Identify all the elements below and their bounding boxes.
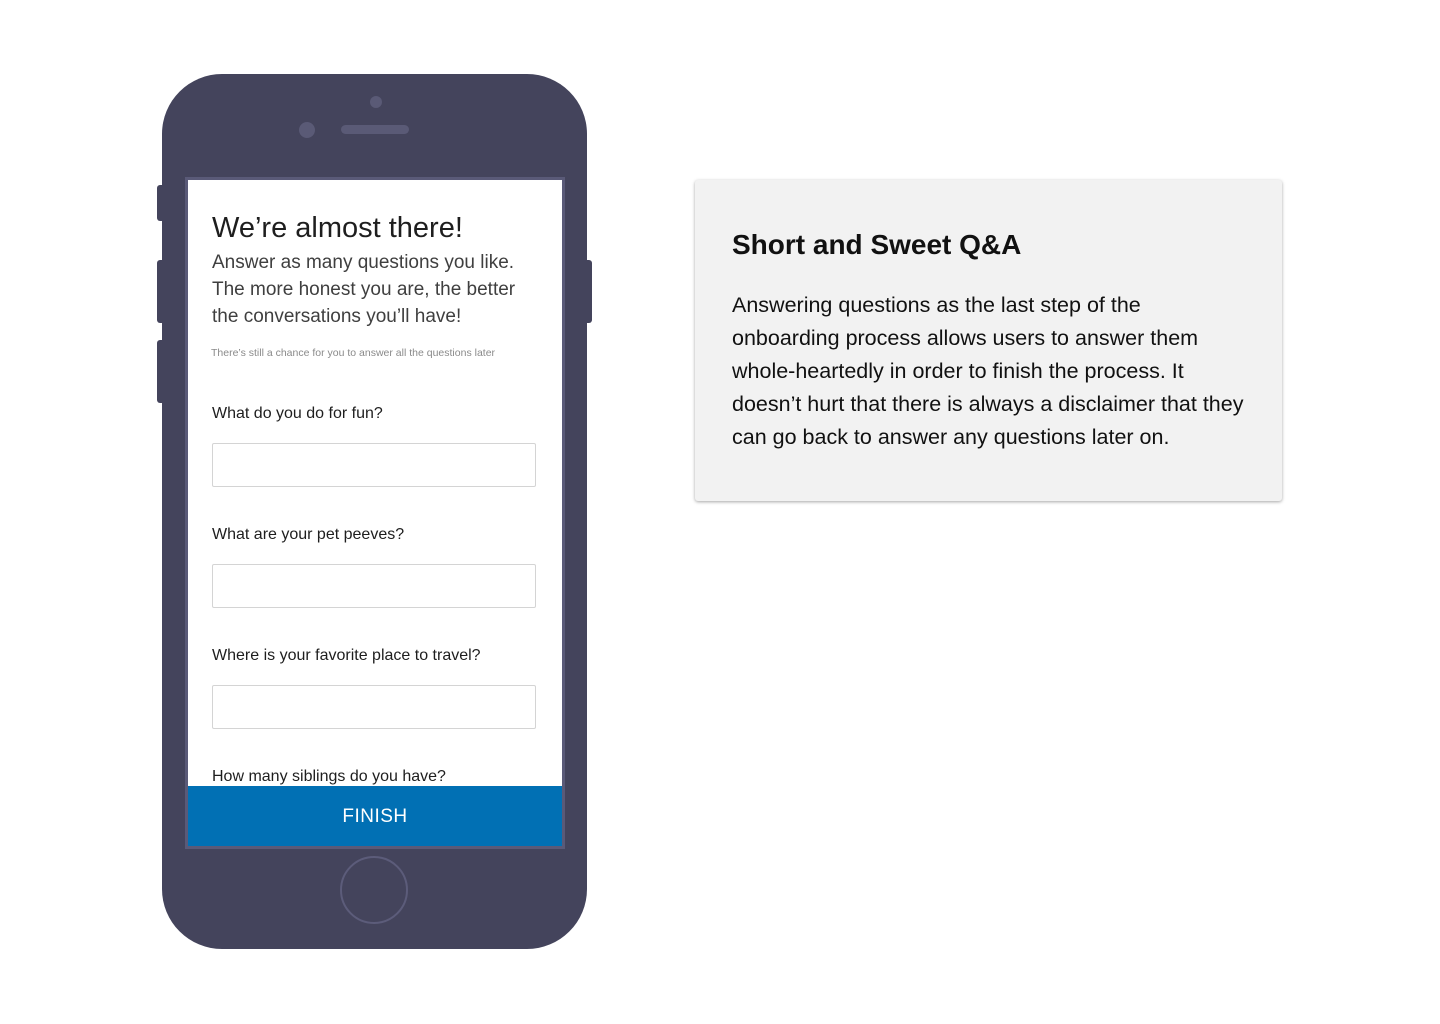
description-card	[695, 180, 1282, 501]
question-fun	[212, 404, 536, 487]
answer-input-fun[interactable]	[212, 443, 536, 487]
phone-camera-icon	[299, 122, 315, 138]
questions-form	[211, 210, 538, 785]
question-label: What are your pet peeves?	[212, 526, 405, 543]
page-title: We’re almost there!	[212, 212, 463, 244]
phone-screen	[185, 177, 565, 849]
finish-button[interactable]: FINISH	[188, 786, 562, 846]
question-label: Where is your favorite place to travel?	[212, 647, 481, 664]
question-label: What do you do for fun?	[212, 405, 383, 422]
phone-home-button	[340, 856, 408, 924]
phone-top-sensor-icon	[370, 96, 382, 108]
question-travel	[212, 646, 536, 729]
question-pet-peeves	[212, 525, 536, 608]
question-label: How many siblings do you have?	[212, 768, 446, 785]
page-subtitle: Answer as many questions you like. The more honest you are, the better the conversations you’ll have!	[212, 252, 516, 327]
answer-input-travel[interactable]	[212, 685, 536, 729]
phone-speaker-icon	[341, 125, 409, 134]
answer-input-pet-peeves[interactable]	[212, 564, 536, 608]
card-title: Short and Sweet Q&A	[732, 229, 1022, 260]
disclaimer-note: There’s still a chance for you to answer all the questions later	[211, 347, 496, 359]
card-body: Answering questions as the last step of the onboarding process allows users to answer them whole-heartedly in order to finish the process. It doesn’t hurt that there is always a disclaimer that they can go back to answer any questions later on.	[732, 293, 1244, 449]
